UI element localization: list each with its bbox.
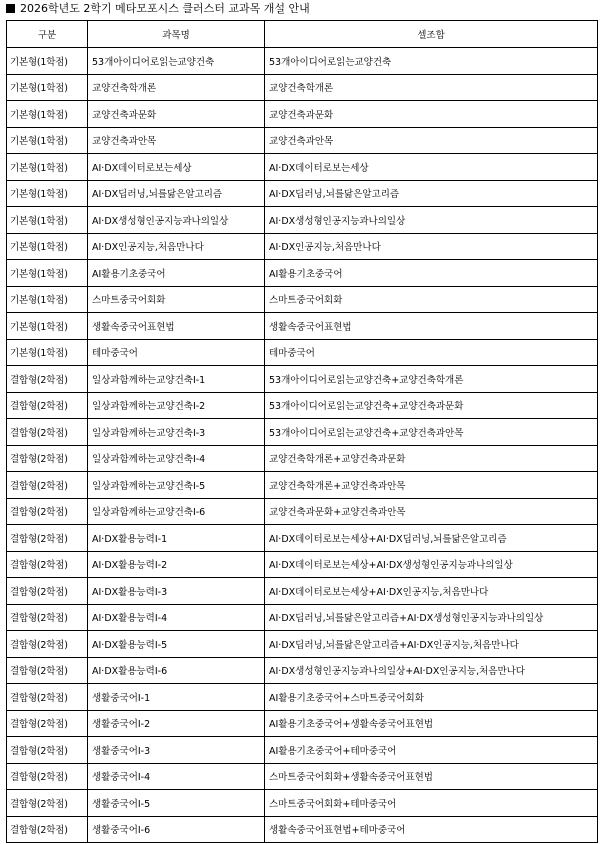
course-name-cell: AI·DX인공지능,처음만나다 bbox=[88, 233, 265, 260]
type-cell: 기본형(1학점) bbox=[7, 339, 88, 366]
cell-combination-cell: 교양건축학개론+교양건축과안목 bbox=[265, 472, 598, 499]
cell-combination-cell: AI·DX인공지능,처음만나다 bbox=[265, 233, 598, 260]
course-name-cell: 일상과함께하는교양건축Ⅰ-6 bbox=[88, 498, 265, 525]
course-name-cell: 생활중국어Ⅰ-6 bbox=[88, 816, 265, 843]
type-cell: 결합형(2학점) bbox=[7, 604, 88, 631]
table-row bbox=[7, 154, 598, 181]
table-row bbox=[7, 74, 598, 101]
course-name-cell: AI·DX활용능력Ⅰ-6 bbox=[88, 657, 265, 684]
table-row bbox=[7, 233, 598, 260]
table-row bbox=[7, 101, 598, 128]
cell-combination-cell: 테마중국어 bbox=[265, 339, 598, 366]
course-name-cell: 일상과함께하는교양건축Ⅰ-3 bbox=[88, 419, 265, 446]
cell-combination-cell: AI활용기초중국어+생활속중국어표현법 bbox=[265, 710, 598, 737]
course-name-cell: AI·DX활용능력Ⅰ-4 bbox=[88, 604, 265, 631]
course-name-cell: 교양건축과문화 bbox=[88, 101, 265, 128]
column-header-course-name: 과목명 bbox=[88, 21, 265, 48]
table-row bbox=[7, 816, 598, 843]
course-name-cell: AI·DX딥러닝,뇌를닮은알고리즘 bbox=[88, 180, 265, 207]
table-row bbox=[7, 180, 598, 207]
cell-combination-cell: AI·DX딥러닝,뇌를닮은알고리즘+AI·DX생성형인공지능과나의일상 bbox=[265, 604, 598, 631]
table-row bbox=[7, 631, 598, 658]
table-row bbox=[7, 48, 598, 75]
table-row bbox=[7, 445, 598, 472]
table-row bbox=[7, 551, 598, 578]
course-name-cell: 생활중국어Ⅰ-1 bbox=[88, 684, 265, 711]
table-row bbox=[7, 657, 598, 684]
course-name-cell: 생활중국어Ⅰ-5 bbox=[88, 790, 265, 817]
cell-combination-cell: AI활용기초중국어 bbox=[265, 260, 598, 287]
course-name-cell: AI·DX활용능력Ⅰ-5 bbox=[88, 631, 265, 658]
table-row bbox=[7, 684, 598, 711]
table-row bbox=[7, 392, 598, 419]
cell-combination-cell: AI·DX생성형인공지능과나의일상+AI·DX인공지능,처음만나다 bbox=[265, 657, 598, 684]
course-name-cell: 테마중국어 bbox=[88, 339, 265, 366]
type-cell: 결합형(2학점) bbox=[7, 472, 88, 499]
type-cell: 결합형(2학점) bbox=[7, 525, 88, 552]
type-cell: 기본형(1학점) bbox=[7, 180, 88, 207]
table-row bbox=[7, 578, 598, 605]
table-row bbox=[7, 207, 598, 234]
course-name-cell: 일상과함께하는교양건축Ⅰ-2 bbox=[88, 392, 265, 419]
cell-combination-cell: 53개아이디어로읽는교양건축+교양건축과안목 bbox=[265, 419, 598, 446]
table-row bbox=[7, 525, 598, 552]
course-name-cell: AI·DX활용능력Ⅰ-3 bbox=[88, 578, 265, 605]
course-name-cell: 생활중국어Ⅰ-2 bbox=[88, 710, 265, 737]
course-name-cell: 교양건축과안목 bbox=[88, 127, 265, 154]
type-cell: 결합형(2학점) bbox=[7, 790, 88, 817]
cell-combination-cell: AI·DX딥러닝,뇌를닮은알고리즘 bbox=[265, 180, 598, 207]
cell-combination-cell: 53개아이디어로읽는교양건축+교양건축학개론 bbox=[265, 366, 598, 393]
type-cell: 결합형(2학점) bbox=[7, 392, 88, 419]
course-name-cell: 교양건축학개론 bbox=[88, 74, 265, 101]
type-cell: 결합형(2학점) bbox=[7, 551, 88, 578]
table-row bbox=[7, 127, 598, 154]
cell-combination-cell: AI·DX생성형인공지능과나의일상 bbox=[265, 207, 598, 234]
cell-combination-cell: 교양건축학개론 bbox=[265, 74, 598, 101]
page-title bbox=[6, 0, 310, 20]
cell-combination-cell: 53개아이디어로읽는교양건축+교양건축과문화 bbox=[265, 392, 598, 419]
type-cell: 결합형(2학점) bbox=[7, 657, 88, 684]
cell-combination-cell: 교양건축과문화+교양건축과안목 bbox=[265, 498, 598, 525]
type-cell: 결합형(2학점) bbox=[7, 816, 88, 843]
table-row bbox=[7, 498, 598, 525]
column-header-type: 구분 bbox=[7, 21, 88, 48]
course-name-cell: 일상과함께하는교양건축Ⅰ-5 bbox=[88, 472, 265, 499]
type-cell: 기본형(1학점) bbox=[7, 233, 88, 260]
type-cell: 기본형(1학점) bbox=[7, 313, 88, 340]
cell-combination-cell: AI·DX딥러닝,뇌를닮은알고리즘+AI·DX인공지능,처음만나다 bbox=[265, 631, 598, 658]
course-name-cell: 일상과함께하는교양건축Ⅰ-1 bbox=[88, 366, 265, 393]
type-cell: 결합형(2학점) bbox=[7, 763, 88, 790]
table-row bbox=[7, 366, 598, 393]
type-cell: 기본형(1학점) bbox=[7, 74, 88, 101]
table-header-row bbox=[7, 21, 598, 48]
type-cell: 결합형(2학점) bbox=[7, 578, 88, 605]
type-cell: 기본형(1학점) bbox=[7, 48, 88, 75]
type-cell: 결합형(2학점) bbox=[7, 631, 88, 658]
cell-combination-cell: 교양건축학개론+교양건축과문화 bbox=[265, 445, 598, 472]
type-cell: 기본형(1학점) bbox=[7, 101, 88, 128]
cell-combination-cell: AI·DX데이터로보는세상 bbox=[265, 154, 598, 181]
table-row bbox=[7, 737, 598, 764]
type-cell: 기본형(1학점) bbox=[7, 154, 88, 181]
page-title-text: 2026학년도 2학기 메타모포시스 클러스터 교과목 개설 안내 bbox=[20, 2, 310, 15]
course-name-cell: AI·DX활용능력Ⅰ-1 bbox=[88, 525, 265, 552]
type-cell: 기본형(1학점) bbox=[7, 207, 88, 234]
cell-combination-cell: 교양건축과안목 bbox=[265, 127, 598, 154]
table-row bbox=[7, 419, 598, 446]
black-square-bullet-icon bbox=[6, 4, 15, 13]
course-table bbox=[6, 20, 598, 843]
table-row bbox=[7, 339, 598, 366]
type-cell: 결합형(2학점) bbox=[7, 419, 88, 446]
cell-combination-cell: AI·DX데이터로보는세상+AI·DX생성형인공지능과나의일상 bbox=[265, 551, 598, 578]
table-row bbox=[7, 260, 598, 287]
course-name-cell: AI·DX생성형인공지능과나의일상 bbox=[88, 207, 265, 234]
cell-combination-cell: 53개아이디어로읽는교양건축 bbox=[265, 48, 598, 75]
type-cell: 결합형(2학점) bbox=[7, 445, 88, 472]
cell-combination-cell: 생활속중국어표현법 bbox=[265, 313, 598, 340]
column-header-cell-combination: 셀조합 bbox=[265, 21, 598, 48]
table-row bbox=[7, 710, 598, 737]
course-name-cell: 일상과함께하는교양건축Ⅰ-4 bbox=[88, 445, 265, 472]
course-name-cell: AI·DX데이터로보는세상 bbox=[88, 154, 265, 181]
course-name-cell: 스마트중국어회화 bbox=[88, 286, 265, 313]
table-row bbox=[7, 286, 598, 313]
type-cell: 기본형(1학점) bbox=[7, 286, 88, 313]
type-cell: 결합형(2학점) bbox=[7, 737, 88, 764]
course-name-cell: AI·DX활용능력Ⅰ-2 bbox=[88, 551, 265, 578]
type-cell: 결합형(2학점) bbox=[7, 710, 88, 737]
cell-combination-cell: 스마트중국어회화+테마중국어 bbox=[265, 790, 598, 817]
cell-combination-cell: AI·DX데이터로보는세상+AI·DX딥러닝,뇌를닮은알고리즘 bbox=[265, 525, 598, 552]
type-cell: 기본형(1학점) bbox=[7, 127, 88, 154]
course-name-cell: 생활속중국어표현법 bbox=[88, 313, 265, 340]
cell-combination-cell: 스마트중국어회화+생활속중국어표현법 bbox=[265, 763, 598, 790]
cell-combination-cell: AI활용기초중국어+테마중국어 bbox=[265, 737, 598, 764]
type-cell: 결합형(2학점) bbox=[7, 684, 88, 711]
course-name-cell: 생활중국어Ⅰ-4 bbox=[88, 763, 265, 790]
cell-combination-cell: AI활용기초중국어+스마트중국어회화 bbox=[265, 684, 598, 711]
table-row bbox=[7, 790, 598, 817]
table-row bbox=[7, 763, 598, 790]
table-row bbox=[7, 604, 598, 631]
type-cell: 기본형(1학점) bbox=[7, 260, 88, 287]
course-name-cell: 53개아이디어로읽는교양건축 bbox=[88, 48, 265, 75]
type-cell: 결합형(2학점) bbox=[7, 498, 88, 525]
cell-combination-cell: AI·DX데이터로보는세상+AI·DX인공지능,처음만나다 bbox=[265, 578, 598, 605]
type-cell: 결합형(2학점) bbox=[7, 366, 88, 393]
cell-combination-cell: 생활속중국어표현법+테마중국어 bbox=[265, 816, 598, 843]
table-row bbox=[7, 313, 598, 340]
course-name-cell: AI활용기초중국어 bbox=[88, 260, 265, 287]
table-row bbox=[7, 472, 598, 499]
cell-combination-cell: 교양건축과문화 bbox=[265, 101, 598, 128]
course-name-cell: 생활중국어Ⅰ-3 bbox=[88, 737, 265, 764]
cell-combination-cell: 스마트중국어회화 bbox=[265, 286, 598, 313]
